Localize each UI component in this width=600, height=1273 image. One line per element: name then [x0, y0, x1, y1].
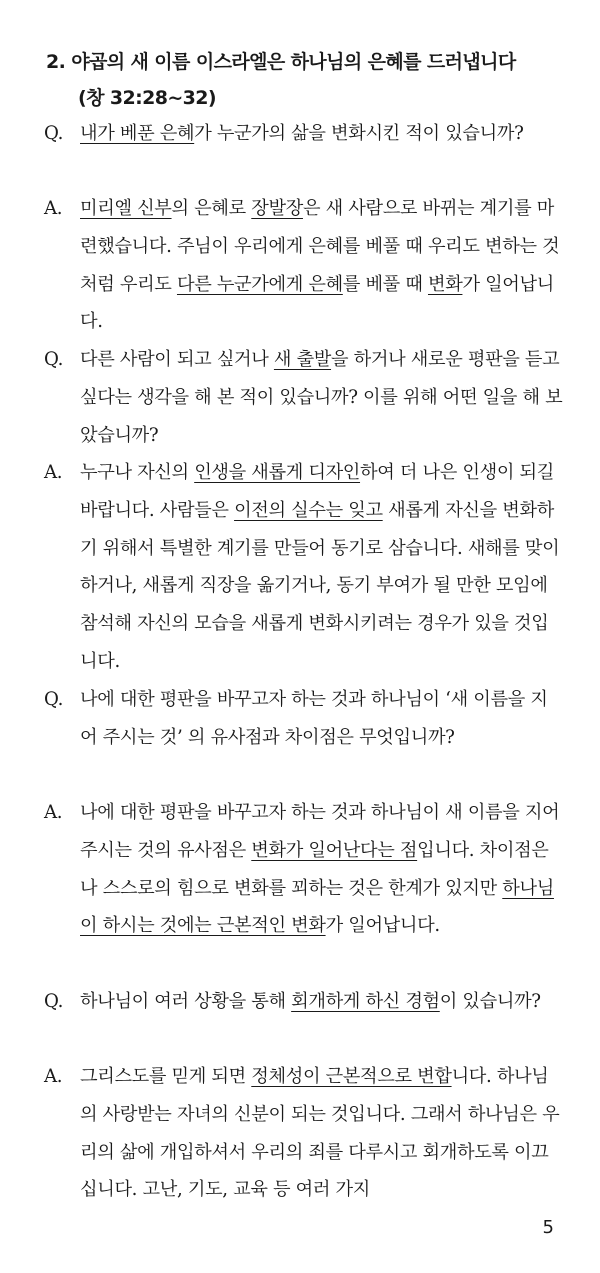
- qa-tag: A.: [44, 462, 63, 483]
- qa-item-1: [44, 115, 564, 153]
- text-segment: 은 새 사람으로 바뀌는 계기를 마련했습니다. 주님이 우리에게 은혜를 베풀 때 우리도 변하는 것처럼 우리도: [80, 198, 560, 295]
- text-segment: 입니다. 차이점은 나 스스로의 힘으로 변화를 꾀하는 것은 한계가 있지만: [80, 839, 549, 899]
- text-segment: 새롭게 자신을 변화하기 위해서 특별한 계기를 만들어 동기로 삼습니다. 새해를 맞이하거나, 새롭게 직장을 옮기거나, 동기 부여가 될 만한 모임에 참석해 자신의 모습을 새롭게 변화시키려는 경우가 있을 것입니다.: [80, 499, 560, 672]
- text-segment: 의 은혜로: [171, 198, 252, 219]
- underlined-phrase: 변화: [427, 273, 463, 295]
- text-segment: 나에 대한 평판을 바꾸고자 하는 것과 하나님이 ‘새 이름을 지어 주시는 것’ 의 유사점과 차이점은 무엇입니까?: [80, 689, 548, 748]
- heading-title: 2. 야곱의 새 이름 이스라엘은 하나님의 은혜를 드러냅니다: [46, 51, 516, 73]
- underlined-phrase: 인생을 새롭게 디자인: [194, 462, 361, 483]
- text-segment: 가 누군가의 삶을 변화시킨 적이 있습니까?: [194, 123, 524, 144]
- qa-text: [80, 454, 564, 681]
- page-number: 5: [542, 1217, 554, 1238]
- qa-tag: A.: [44, 802, 63, 823]
- qa-tag: A.: [44, 198, 63, 219]
- qa-item-8: [44, 1058, 564, 1209]
- section-heading: [46, 44, 576, 116]
- underlined-phrase: 하나님이 하시는 것에는 근본적인 변화: [80, 877, 554, 937]
- text-segment: 하나님이 여러 상황을 통해: [80, 991, 292, 1012]
- qa-text: [80, 341, 564, 454]
- qa-text: [80, 190, 564, 341]
- underlined-phrase: 변화가 일어난다는 점: [251, 839, 418, 861]
- underlined-phrase: 다른 누군가에게 은혜: [176, 273, 343, 295]
- underlined-phrase: 이전의 실수는 잊고: [234, 499, 383, 521]
- text-segment: 을 하거나 새로운 평판을 듣고 싶다는 생각을 해 본 적이 있습니까? 이를 위해 어떤 일을 해 보았습니까?: [80, 349, 563, 446]
- qa-item-7: [44, 983, 564, 1021]
- qa-tag: Q.: [44, 689, 64, 710]
- qa-tag: A.: [44, 1066, 63, 1087]
- qa-text: [80, 115, 564, 153]
- text-segment: 가 일어납니다.: [325, 915, 440, 937]
- qa-tag: Q.: [44, 991, 64, 1012]
- qa-text: [80, 681, 564, 757]
- text-segment: 를 베풀 때: [342, 273, 428, 295]
- text-segment: 그리스도를 믿게 되면: [80, 1066, 252, 1087]
- underlined-phrase: 내가 베푼 은혜: [80, 123, 195, 144]
- text-segment: 나에 대한 평판을 바꾸고자 하는 것과 하나님이 새 이름을 지어주시는 것의 유사점은: [80, 802, 560, 861]
- qa-item-4: [44, 454, 564, 681]
- qa-item-5: [44, 681, 564, 757]
- underlined-phrase: 새 출발: [273, 349, 332, 370]
- text-segment: 가 일어납니다.: [80, 273, 554, 333]
- underlined-phrase: 정체성이 근본적으로 변합: [251, 1066, 452, 1087]
- qa-tag: Q.: [44, 123, 64, 144]
- text-segment: 누구나 자신의: [80, 462, 195, 483]
- text-segment: 이 있습니까?: [439, 991, 541, 1012]
- text-segment: 니다. 하나님의 사랑받는 자녀의 신분이 되는 것입니다. 그래서 하나님은 우리의 삶에 개입하셔서 우리의 죄를 다루시고 회개하도록 이끄십니다. 고난, 기도, 교육 등 여러 가지: [80, 1066, 560, 1201]
- text-segment: 하여 더 나은 인생이 되길 바랍니다. 사람들은: [80, 462, 554, 521]
- underlined-phrase: 장발장: [251, 198, 303, 219]
- text-segment: 다른 사람이 되고 싶거나: [80, 349, 274, 370]
- qa-text: [80, 983, 564, 1021]
- underlined-phrase: 미리엘 신부: [80, 198, 172, 219]
- heading-scripture-ref: (창 32:28~32): [78, 87, 216, 109]
- qa-item-6: [44, 794, 564, 945]
- qa-text: [80, 1058, 564, 1209]
- qa-item-3: [44, 341, 564, 454]
- underlined-phrase: 회개하게 하신 경험: [291, 991, 440, 1012]
- qa-tag: Q.: [44, 349, 64, 370]
- qa-item-2: [44, 190, 564, 341]
- qa-text: [80, 794, 564, 945]
